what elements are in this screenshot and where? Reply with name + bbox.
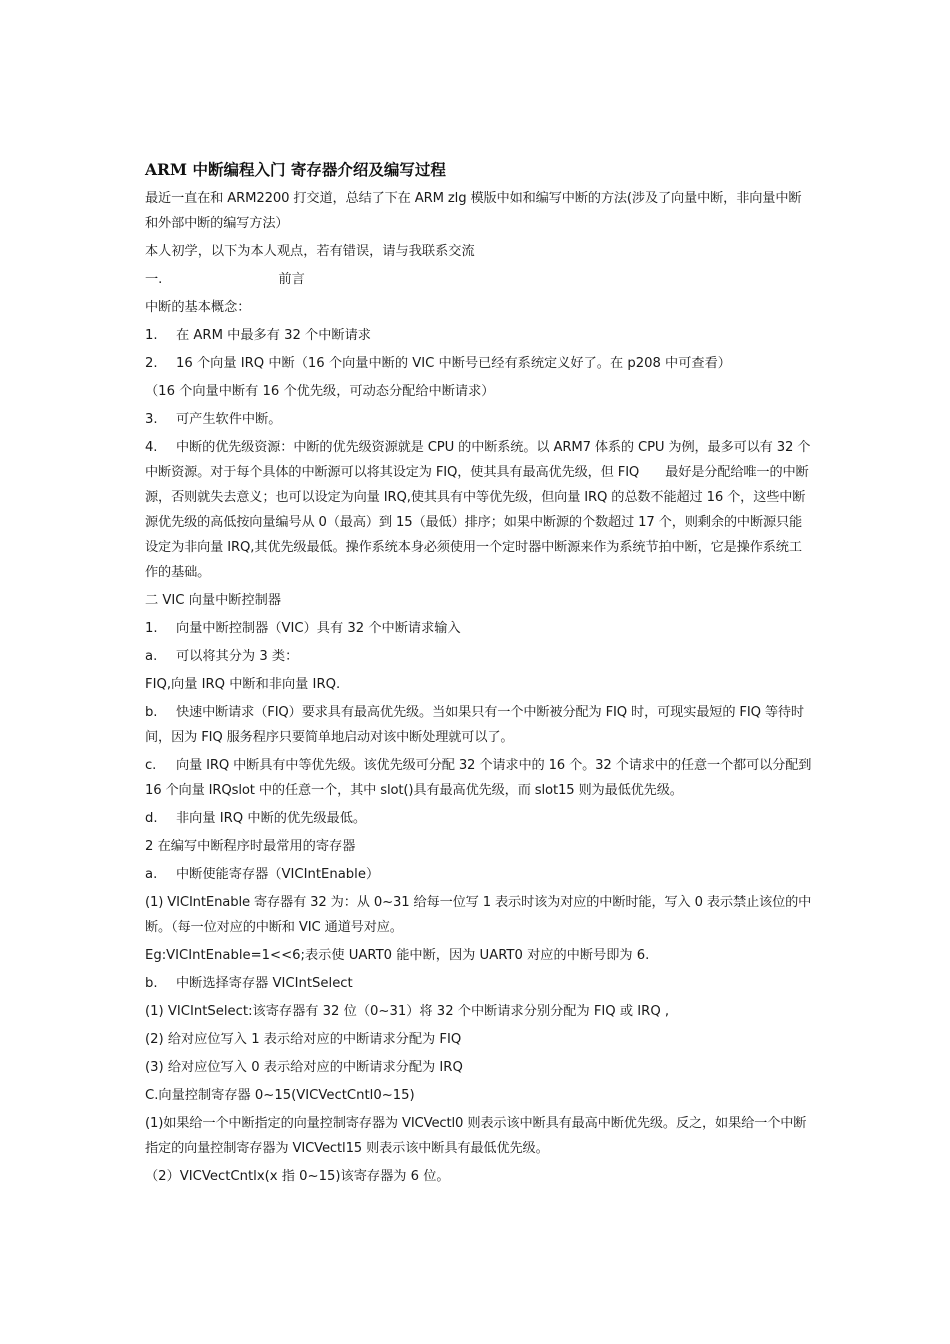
list-marker: 1. xyxy=(145,328,158,343)
document-body xyxy=(145,186,813,1192)
list-marker: 3. xyxy=(145,412,158,427)
list-marker: 1. xyxy=(145,621,158,636)
list-item xyxy=(145,862,813,887)
basic-concepts-heading: 中断的基本概念： xyxy=(145,300,251,315)
list-marker: 2. xyxy=(145,356,158,371)
list-item xyxy=(145,971,813,996)
section-title: 前言 xyxy=(278,272,305,287)
list-item xyxy=(145,644,813,669)
list-item-text: 中断使能寄存器（VICIntEnable） xyxy=(176,867,380,882)
categories-line: FIQ,向量 IRQ 中断和非向量 IRQ. xyxy=(145,677,341,692)
register-heading: C.向量控制寄存器 0~15(VICVectCntl0~15) xyxy=(145,1088,415,1103)
register-description: (1)如果给一个中断指定的向量控制寄存器为 VICVectl0 则表示该中断具有最高中断优先级。反之，如果给一个中断指定的向量控制寄存器为 VICVectl15 则表示该中断具有最低优先级。 xyxy=(145,1116,807,1156)
list-item xyxy=(145,700,813,750)
list-item-text: 16 个向量 IRQ 中断（16 个向量中断的 VIC 中断号已经有系统定义好了。在 p208 中可查看） xyxy=(176,356,731,371)
code-example: Eg:VICIntEnable=1<<6;表示使 UART0 能中断，因为 UART0 对应的中断号即为 6. xyxy=(145,948,650,963)
section-heading-vic: 二 VIC 向量中断控制器 xyxy=(145,593,282,608)
list-item xyxy=(145,435,813,585)
list-item-text: 可以将其分为 3 类： xyxy=(176,649,299,664)
list-marker: a. xyxy=(145,649,158,664)
author-note: 本人初学，以下为本人观点，若有错误，请与我联系交流 xyxy=(145,244,475,259)
list-item-text: 向量中断控制器（VIC）具有 32 个中断请求输入 xyxy=(176,621,461,636)
list-item-text: 在 ARM 中最多有 32 个中断请求 xyxy=(176,328,371,343)
document-title: ARM 中断编程入门 寄存器介绍及编写过程 xyxy=(145,160,446,179)
register-description: （2）VICVectCntlx(x 指 0~15)该寄存器为 6 位。 xyxy=(145,1169,450,1184)
list-item xyxy=(145,753,813,803)
list-item-text: 中断的优先级资源：中断的优先级资源就是 CPU 的中断系统。以 ARM7 体系的 CPU 为例，最多可以有 32 个中断资源。对于每个具体的中断源可以将其设定为 FIQ，使其具有最高优先级，但 FIQ xyxy=(145,440,811,480)
list-marker: d. xyxy=(145,811,158,826)
register-description: (1) VICIntEnable 寄存器有 32 为：从 0~31 给每一位写 1 表示时该为对应的中断时能，写入 0 表示禁止该位的中断。（每一位对应的中断和 VIC 通道号对应。 xyxy=(145,895,812,935)
list-marker: b. xyxy=(145,976,158,991)
list-item-text: 向量 IRQ 中断具有中等优先级。该优先级可分配 32 个请求中的 16 个。32 个请求中的任意一个都可以分配到 16 个向量 IRQslot 中的任意一个，其中 slot()具有最高优先级，而 slot15 则为最低优先级。 xyxy=(145,758,812,798)
list-item-text: 非向量 IRQ 中断的优先级最低。 xyxy=(176,811,367,826)
list-item xyxy=(145,616,813,641)
section-heading-registers: 2 在编写中断程序时最常用的寄存器 xyxy=(145,839,356,854)
list-item-text: 中断选择寄存器 VICIntSelect xyxy=(176,976,353,991)
list-item xyxy=(145,323,813,348)
list-item xyxy=(145,351,813,376)
list-marker: b. xyxy=(145,705,158,720)
list-marker: 4. xyxy=(145,440,158,455)
intro-paragraph: 最近一直在和 ARM2200 打交道，总结了下在 ARM zlg 模版中如和编写中断的方法(涉及了向量中断，非向量中断和外部中断的编写方法） xyxy=(145,191,802,231)
section-heading-preface xyxy=(145,267,813,292)
register-description: (3) 给对应位写入 0 表示给对应的中断请求分配为 IRQ xyxy=(145,1060,463,1075)
list-marker: c. xyxy=(145,758,157,773)
register-description: (1) VICIntSelect:该寄存器有 32 位（0~31）将 32 个中断请求分别分配为 FIQ 或 IRQ , xyxy=(145,1004,670,1019)
list-item-text-continued: 最好是分配给唯一的中断源，否则就失去意义；也可以设定为向量 IRQ,使其具有中等优先级，但向量 IRQ 的总数不能超过 16 个，这些中断源优先级的高低按向量编号从 0（最高）到 15（最低）排序；如果中断源的个数超过 17 个，则剩余的中断源只能设定为非向量 IRQ,其优先级最低。操作系统本身必须使用一个定时器中断源来作为系统节拍中断，它是操作系统工作的基础。 xyxy=(145,465,809,580)
register-description: (2) 给对应位写入 1 表示给对应的中断请求分配为 FIQ xyxy=(145,1032,462,1047)
list-item-text: 快速中断请求（FIQ）要求具有最高优先级。当如果只有一个中断被分配为 FIQ 时，可现实最短的 FIQ 等待时间，因为 FIQ 服务程序只要简单地启动对该中断处理就可以了。 xyxy=(145,705,804,745)
priority-note: （16 个向量中断有 16 个优先级，可动态分配给中断请求） xyxy=(145,384,495,399)
list-item-text: 可产生软件中断。 xyxy=(176,412,282,427)
list-item xyxy=(145,407,813,432)
list-marker: a. xyxy=(145,867,158,882)
section-number: 一. xyxy=(145,272,163,287)
list-item xyxy=(145,806,813,831)
